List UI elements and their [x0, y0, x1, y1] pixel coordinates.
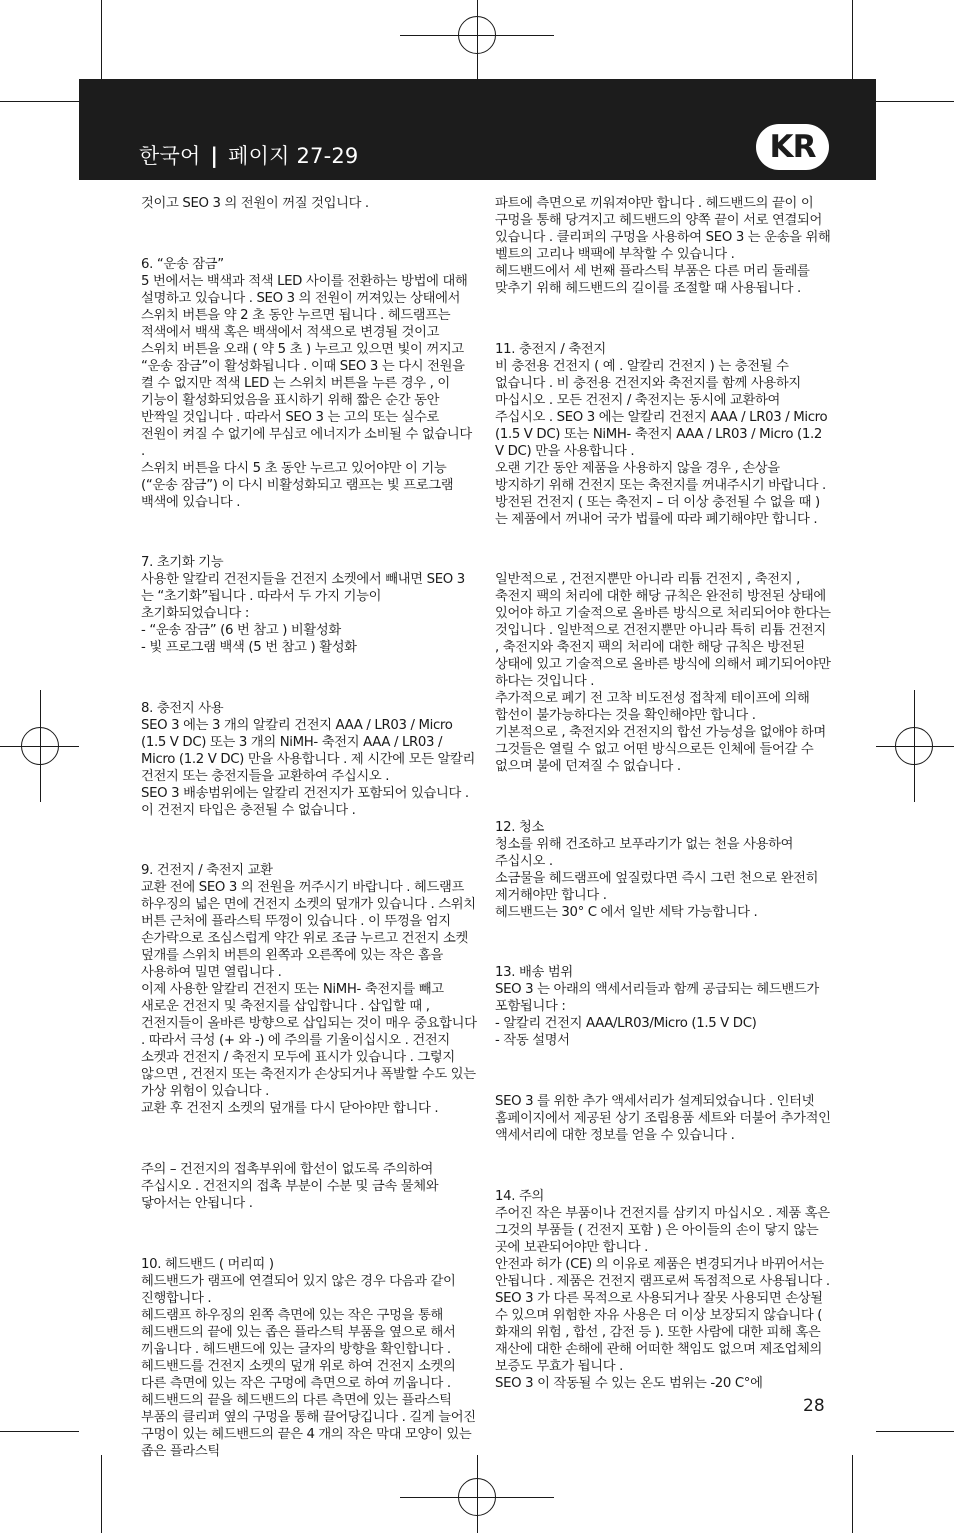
paragraph: 일반적으로 , 건전지뿐만 아니라 리튬 건전지 , 축전지 , 축전지 팩의 처리에 대한 해당 규칙은 완전히 방전된 상태에 있어야 하고 기술적으로 올바른 방식으로 처리되어야 한다는 것입니다 . 일반적으로 건전지뿐만 아니라 특히 리튬 건전지 , 축전지와 축전지 팩의 처리에 대한 해당 규칙은 방전된 상태에 있고 기술적으로 올바른 방식에 의해서 폐기되어야만 하다는 것입니다 . [495, 572, 831, 690]
paragraph: - 작동 설명서 [495, 1033, 570, 1049]
paragraph-gap [495, 541, 831, 558]
paragraph: 오랜 기간 동안 제품을 사용하지 않을 경우 , 손상을 방지하기 위해 건전지 또는 축전지를 꺼내주시기 바랍니다 . 방전된 건전지 ( 또는 축전지 – 더 이상 충전될 수 없을 때 ) 는 제품에서 꺼내어 국가 법률에 따라 폐기해야만 합니다 . [495, 460, 826, 527]
paragraph: 10. 헤드밴드 ( 머리띠 ) [141, 1256, 274, 1272]
paragraph-gap [141, 1131, 477, 1148]
paragraph: 소금물을 헤드램프에 엎질렀다면 즉시 그런 천으로 완전히 제거해야만 합니다 . [495, 870, 819, 903]
paragraph: 13. 배송 범위 [495, 965, 573, 981]
paragraph: - 알칼리 건전지 AAA/LR03/Micro (1.5 V DC) [495, 1016, 757, 1032]
left-column [141, 195, 477, 1460]
paragraph: 11. 충전지 / 축전지 [495, 341, 606, 357]
paragraph: 8. 충전지 사용 [141, 700, 224, 716]
crop-mark [852, 1455, 853, 1533]
paragraph: SEO 3 에는 3 개의 알칼리 건전지 AAA / LR03 / Micro (1.5 V DC) 또는 3 개의 NiMH- 축전지 AAA / LR03 / Micro (1.2 V DC) 만을 사용합니다 . 제 시간에 모든 알칼리 건전지 또는 충전지들을 교환하여 주십시오 . [141, 717, 475, 784]
paragraph: 12. 청소 [495, 819, 544, 835]
language-label: 한국어 [139, 144, 201, 168]
paragraph: 14. 주의 [495, 1188, 544, 1204]
crop-mark [101, 1455, 102, 1533]
paragraph: 교환 후 건전지 소켓의 덮개를 다시 닫아야만 합니다 . [141, 1101, 439, 1117]
paragraph-gap [141, 225, 477, 242]
paragraph: 헤드램프 하우징의 왼쪽 측면에 있는 작은 구멍을 통해 헤드밴드의 끝에 있는 좁은 플라스틱 부품을 옆으로 해서 끼웁니다 . 헤드밴드에 있는 글자의 방향을 확인합니다 . 헤드밴드를 건전지 소켓의 덮개 위로 하여 건전지 소켓의 다른 측면에 있는 작은 구멍에 측면으로 하여 끼웁니다 . 헤드밴드의 끝을 헤드밴드의 다른 측면에 있는 플라스틱 부품의 클리퍼 옆의 구멍을 통해 끌어당깁니다 . 길게 늘어진 구멍이 있는 헤드밴드의 끝은 4 개의 작은 막대 모양이 있는 좁은 플라스틱 [141, 1307, 476, 1459]
paragraph: SEO 3 는 아래의 액세서리들과 함께 공급되는 헤드밴드가 포함됩니다 : [495, 982, 819, 1015]
paragraph: 주어진 작은 부품이나 건전지를 삼키지 마십시오 . 제품 혹은 그것의 부품들 ( 건전지 포함 ) 은 아이들의 손이 닿지 않는 곳에 보관되어야만 합니다 . [495, 1205, 830, 1255]
paragraph: 안전과 허가 (CE) 의 이유로 제품은 변경되거나 바뀌어서는 안됩니다 . 제품은 건전지 램프로써 독점적으로 사용됩니다 . [495, 1256, 830, 1289]
paragraph: 것이고 SEO 3 의 전원이 꺼질 것입니다 . [141, 196, 369, 211]
paragraph-gap [141, 1225, 477, 1242]
crop-mark [852, 0, 853, 79]
registration-mark-right-v [914, 690, 915, 802]
paragraph-gap [495, 788, 831, 805]
right-column [495, 195, 831, 1392]
paragraph: 5 번에서는 백색과 적색 LED 사이를 전환하는 방법에 대해 설명하고 있습니다 . SEO 3 의 전원이 꺼져있는 상태에서 스위치 버튼을 약 2 초 동안 누르면 됩니다 . 헤드램프는 적색에서 백색 혹은 백색에서 적색으로 변경될 것이고 스위치 버튼을 오래 ( 약 5 초 ) 누르고 있으면 빛이 꺼지고 “운송 잠금”이 활성화됩니다 . 이때 SEO 3 는 다시 전원을 켤 수 없지만 적색 LED 는 스위치 버튼을 누른 경우 , 이 기능이 활성화되었음을 표시하기 위해 짧은 순간 동안 반짝일 것입니다 . 따라서 SEO 3 는 고의 또는 실수로 전원이 켜질 수 없기에 무심코 에너지가 소비될 수 없습니다 . [141, 273, 472, 459]
crop-mark [101, 0, 102, 79]
paragraph: 헤드밴드에서 세 번째 플라스틱 부품은 다른 머리 둘레를 맞추기 위해 헤드밴드의 길이를 조절할 때 사용됩니다 . [495, 264, 810, 296]
paragraph: 헤드밴드는 30° C 에서 일반 세탁 가능합니다 . [495, 904, 758, 920]
paragraph-gap [141, 832, 477, 849]
paragraph-gap [495, 310, 831, 327]
language-badge: KR [756, 124, 829, 170]
paragraph: 청소를 위해 건조하고 보푸라기가 없는 천을 사용하여 주십시오 . [495, 836, 794, 869]
paragraph: 기본적으로 , 축전지와 건전지의 합선 가능성을 없애야 하며 그것들은 열릴 수 없고 어떤 방식으로든 인체에 들어갈 수 없으며 불에 던져질 수 없습니다 . [495, 725, 826, 775]
crop-mark [876, 1431, 954, 1432]
paragraph: 교환 전에 SEO 3 의 전원을 꺼주시기 바랍니다 . 헤드램프 하우징의 넓은 면에 건전지 소켓의 덮개가 있습니다 . 스위치 버튼 근처에 플라스틱 뚜껑이 있습니다 . 이 뚜껑을 엄지 손가락으로 조심스럽게 약간 위로 조금 누르고 건전지 소켓 덮개를 스위치 버튼의 왼쪽과 오른쪽에 있는 작은 홈을 사용하여 밀면 열립니다 . [141, 880, 476, 981]
registration-mark-left-v [40, 690, 41, 802]
paragraph: SEO 3 를 위한 추가 액세서리가 설계되었습니다 . 인터넷 홈페이지에서 제공된 상기 조립용품 세트와 더불어 추가적인 액세서리에 대한 정보를 얻을 수 있습니다 . [495, 1093, 831, 1143]
paragraph: SEO 3 이 작동될 수 있는 온도 범위는 -20 C°에 [495, 1375, 763, 1391]
paragraph: SEO 3 배송범위에는 알칼리 건전지가 포함되어 있습니다 . 이 건전지 타입은 충전될 수 없습니다 . [141, 785, 469, 818]
paragraph: SEO 3 가 다른 목적으로 사용되거나 잘못 사용되면 손상될 수 있으며 위험한 자유 사용은 더 이상 보장되지 않습니다 ( 화재의 위험 , 합선 , 감전 등 ). 또한 사람에 대한 피해 혹은 재산에 대한 손해에 관해 어떠한 책임도 없으며 제조업체의 보증도 무효가 됩니다 . [495, 1290, 823, 1374]
paragraph: 스위치 버튼을 다시 5 초 동안 누르고 있어야만 이 기능 (“운송 잠금”) 이 다시 비활성화되고 램프는 빛 프로그램 백색에 있습니다 . [141, 460, 454, 510]
paragraph: 헤드밴드가 램프에 연결되어 있지 않은 경우 다음과 같이 진행합니다 . [141, 1273, 456, 1306]
paragraph: - 빛 프로그램 백색 (5 번 참고 ) 활성화 [141, 640, 357, 656]
paragraph: - “운송 잠금” (6 번 참고 ) 비활성화 [141, 623, 341, 639]
registration-mark-bottom-v [477, 1455, 478, 1533]
header-bar [79, 79, 876, 180]
page-number: 28 [803, 1396, 825, 1416]
paragraph: 사용한 알칼리 건전지들을 건전지 소켓에서 빼내면 SEO 3 는 “초기화”됩니다 . 따라서 두 가지 기능이 초기화되었습니다 : [141, 572, 465, 622]
paragraph: 비 충전용 건전지 ( 예 . 알칼리 건전지 ) 는 충전될 수 없습니다 . 비 충전용 건전지와 축전지를 함께 사용하지 마십시오 . 모든 건전지 / 축전지는 동시에 교환하여 주십시오 . SEO 3 에는 알칼리 건전지 AAA / LR03 / Micro (1.5 V DC) 또는 NiMH- 축전지 AAA / LR03 / Micro (1.2 V DC) 만을 사용합니다 . [495, 358, 828, 459]
paragraph-gap [495, 1063, 831, 1080]
crop-mark [0, 101, 79, 102]
paragraph: 추가적으로 폐기 전 고착 비도전성 접착제 테이프에 의해 합선이 불가능하다는 것을 확인해야만 합니다 . [495, 691, 810, 724]
paragraph: 7. 초기화 기능 [141, 555, 224, 571]
crop-mark [876, 101, 954, 102]
title-separator: | [210, 144, 219, 168]
paragraph-gap [495, 934, 831, 951]
paragraph-gap [141, 524, 477, 541]
paragraph: 이제 사용한 알칼리 건전지 또는 NiMH- 축전지를 빼고 새로운 건전지 및 축전지를 삽입합니다 . 삽입할 때 , 건전지들이 올바른 방향으로 삽입되는 것이 매우 중요합니다 . 따라서 극성 (+ 와 -) 에 주의를 기울이십시오 . 건전지 소켓과 건전지 / 축전지 모두에 표시가 있습니다 . 그렇지 않으면 , 건전지 또는 축전지가 손상되거나 폭발할 수도 있는 가상 위험이 있습니다 . [141, 982, 477, 1100]
header-title [139, 140, 358, 170]
paragraph: 주의 – 건전지의 접촉부위에 합선이 없도록 주의하여 주십시오 . 건전지의 접촉 부분이 수분 및 금속 물체와 닿아서는 안됩니다 . [141, 1161, 439, 1211]
paragraph-gap [141, 669, 477, 686]
registration-mark-top-v [477, 0, 478, 79]
paragraph: 파트에 측면으로 끼워져야만 합니다 . 헤드밴드의 끝이 이 구멍을 통해 당겨지고 헤드밴드의 양쪽 끝이 서로 연결되어 있습니다 . 클리퍼의 구멍을 사용하여 SEO 3 는 운송을 위해 벨트의 고리나 백팩에 부착할 수 있습니다 . [495, 196, 831, 262]
paragraph: 9. 건전지 / 축전지 교환 [141, 863, 273, 879]
paragraph-gap [495, 1157, 831, 1174]
crop-mark [0, 1431, 79, 1432]
paragraph: 6. “운송 잠금” [141, 256, 224, 272]
page-range: 페이지 27-29 [228, 144, 359, 168]
registration-mark-right-h [876, 746, 954, 747]
